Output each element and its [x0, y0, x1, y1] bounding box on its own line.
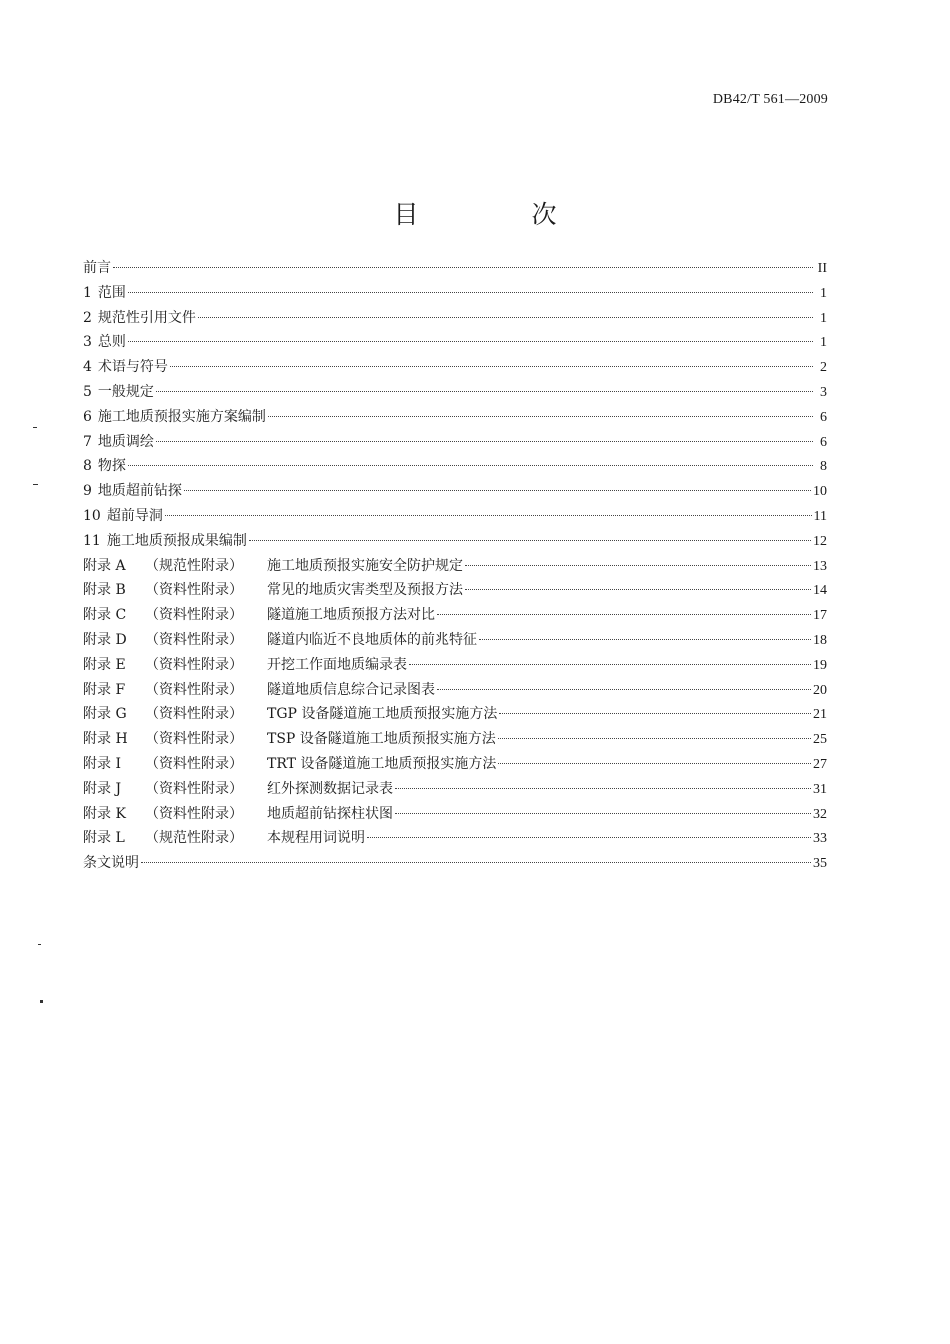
toc-entry-title: 施工地质预报实施方案编制: [97, 408, 266, 425]
toc-entry-number: 11: [83, 532, 101, 549]
toc-entry[interactable]: [83, 454, 827, 479]
appendix-kind: （资料性附录）: [145, 706, 243, 723]
toc-appendix-entry[interactable]: [83, 702, 827, 727]
appendix-kind: （资料性附录）: [145, 780, 243, 797]
dot-leader: [437, 614, 811, 615]
toc-entry-number: 4: [83, 359, 92, 376]
scan-speck: [38, 944, 41, 945]
toc-entry-page: 3: [820, 384, 827, 400]
scan-speck: [33, 484, 38, 485]
appendix-kind: （资料性附录）: [145, 582, 243, 599]
appendix-title: TGP 设备隧道施工地质预报实施方法: [267, 706, 498, 723]
dot-leader: [141, 862, 811, 863]
toc-entry-title: 前言: [83, 260, 111, 276]
appendix-kind: （资料性附录）: [145, 805, 243, 822]
appendix-title: 常见的地质灾害类型及预报方法: [267, 582, 463, 599]
appendix-label: 附录 L: [83, 830, 125, 847]
dot-leader: [409, 664, 811, 665]
toc-entry[interactable]: [83, 479, 827, 504]
appendix-kind: （资料性附录）: [145, 681, 243, 698]
dot-leader: [165, 515, 812, 516]
dot-leader: [198, 317, 813, 318]
dot-leader: [498, 738, 811, 739]
toc-entry[interactable]: [83, 355, 827, 380]
toc-entry-number: 8: [83, 458, 92, 475]
dot-leader: [367, 837, 811, 838]
toc-appendix-entry[interactable]: [83, 752, 827, 777]
scan-speck: [40, 1000, 43, 1003]
appendix-label: 附录 B: [83, 582, 126, 599]
appendix-title: 本规程用词说明: [267, 830, 365, 847]
appendix-page: 14: [813, 583, 827, 599]
appendix-title: 开挖工作面地质编录表: [267, 656, 407, 673]
toc-entry-number: 2: [83, 309, 92, 326]
appendix-label: 附录 C: [83, 607, 127, 624]
appendix-title: TRT 设备隧道施工地质预报实施方法: [267, 755, 497, 772]
toc-appendix-entry[interactable]: [83, 826, 827, 851]
appendix-page: 17: [813, 608, 827, 624]
appendix-label: 附录 J: [83, 780, 122, 797]
dot-leader: [128, 292, 813, 293]
document-code: DB42/T 561—2009: [712, 92, 828, 107]
dot-leader: [465, 589, 811, 590]
dot-leader: [128, 465, 813, 466]
toc-entry[interactable]: [83, 330, 827, 355]
toc-entry[interactable]: [83, 529, 827, 554]
toc-appendix-entry[interactable]: [83, 653, 827, 678]
toc-entry[interactable]: [83, 851, 827, 876]
dot-leader: [499, 713, 811, 714]
toc-entry-number: 3: [83, 334, 92, 351]
toc-appendix-entry[interactable]: [83, 727, 827, 752]
toc-entry-page: 1: [820, 335, 827, 351]
dot-leader: [156, 391, 813, 392]
dot-leader: [395, 813, 811, 814]
appendix-title: TSP 设备隧道施工地质预报实施方法: [267, 731, 496, 748]
toc-entry[interactable]: [83, 306, 827, 331]
toc-entry-number: 1: [83, 284, 92, 301]
appendix-page: 25: [813, 732, 827, 748]
dot-leader: [268, 416, 813, 417]
toc-entry-title: 规范性引用文件: [97, 309, 196, 326]
toc-entry-page: II: [817, 261, 827, 276]
appendix-label: 附录 K: [83, 805, 126, 822]
scan-speck: [33, 427, 37, 428]
appendix-kind: （资料性附录）: [145, 731, 243, 748]
toc-entry-title: 超前导洞: [106, 507, 163, 524]
toc-entry-title: 术语与符号: [97, 359, 168, 376]
appendix-page: 31: [813, 781, 827, 797]
appendix-page: 13: [813, 558, 827, 574]
toc-entry-page: 6: [820, 409, 827, 425]
appendix-title: 地质超前钻探柱状图: [267, 805, 393, 822]
appendix-title: 红外探测数据记录表: [267, 780, 393, 797]
toc-entry-number: 5: [83, 383, 92, 400]
toc-entry-number: 6: [83, 408, 92, 425]
toc-entry-number: 9: [83, 483, 92, 500]
toc-entry[interactable]: [83, 405, 827, 430]
dot-leader: [113, 267, 813, 268]
toc-entry-title: 一般规定: [97, 383, 154, 400]
dot-leader: [184, 490, 811, 491]
appendix-page: 19: [813, 657, 827, 673]
appendix-page: 32: [813, 806, 827, 822]
appendix-title: 隧道内临近不良地质体的前兆特征: [267, 631, 477, 648]
toc-entry[interactable]: [83, 281, 827, 306]
dot-leader: [437, 689, 811, 690]
toc-entry-title: 总则: [97, 334, 126, 351]
toc-entry[interactable]: [83, 256, 827, 281]
appendix-label: 附录 E: [83, 656, 126, 673]
appendix-kind: （资料性附录）: [145, 607, 243, 624]
toc-entry-page: 10: [813, 484, 827, 500]
appendix-page: 33: [813, 831, 827, 847]
toc-entry-title: 范围: [97, 284, 126, 301]
page-title: 目 次: [393, 199, 601, 229]
toc-entry-page: 8: [820, 459, 827, 475]
toc-entry[interactable]: [83, 430, 827, 455]
appendix-kind: （资料性附录）: [145, 656, 243, 673]
dot-leader: [156, 441, 813, 442]
toc-entry-title: 施工地质预报成果编制: [106, 532, 247, 549]
dot-leader: [128, 341, 813, 342]
toc-entry-page: 1: [820, 310, 827, 326]
toc-appendix-entry[interactable]: [83, 578, 827, 603]
table-of-contents: [83, 256, 827, 876]
toc-appendix-entry[interactable]: [83, 554, 827, 579]
dot-leader: [465, 565, 811, 566]
appendix-title: 隧道地质信息综合记录图表: [267, 681, 435, 698]
toc-entry-title: 条文说明: [83, 855, 139, 872]
appendix-page: 18: [813, 632, 827, 648]
toc-entry-page: 11: [813, 508, 827, 524]
toc-entry[interactable]: [83, 380, 827, 405]
toc-entry-title: 地质调绘: [97, 433, 154, 450]
toc-entry-number: 10: [83, 507, 101, 524]
appendix-title: 隧道施工地质预报方法对比: [267, 607, 435, 624]
toc-entry-title: 地质超前钻探: [97, 483, 182, 500]
appendix-label: 附录 A: [83, 557, 126, 574]
appendix-page: 20: [813, 682, 827, 698]
dot-leader: [498, 763, 811, 764]
appendix-page: 21: [813, 707, 827, 723]
toc-appendix-entry[interactable]: [83, 628, 827, 653]
appendix-kind: （规范性附录）: [145, 557, 243, 574]
toc-entry-page: 1: [820, 285, 827, 301]
toc-entry-title: 物探: [97, 458, 126, 475]
appendix-kind: （规范性附录）: [145, 830, 243, 847]
appendix-label: 附录 I: [83, 755, 121, 772]
dot-leader: [395, 788, 811, 789]
toc-entry-page: 35: [813, 856, 827, 872]
dot-leader: [249, 540, 811, 541]
appendix-title: 施工地质预报实施安全防护规定: [267, 557, 463, 574]
toc-entry-number: 7: [83, 433, 92, 450]
appendix-label: 附录 F: [83, 681, 126, 698]
dot-leader: [479, 639, 811, 640]
appendix-label: 附录 H: [83, 731, 128, 748]
toc-entry-page: 6: [820, 434, 827, 450]
toc-entry-page: 12: [813, 533, 827, 549]
dot-leader: [170, 366, 813, 367]
toc-entry-page: 2: [820, 360, 827, 376]
appendix-kind: （资料性附录）: [145, 631, 243, 648]
appendix-label: 附录 G: [83, 706, 127, 723]
appendix-kind: （资料性附录）: [145, 755, 243, 772]
toc-appendix-entry[interactable]: [83, 603, 827, 628]
toc-appendix-entry[interactable]: [83, 777, 827, 802]
toc-entry[interactable]: [83, 504, 827, 529]
appendix-label: 附录 D: [83, 631, 127, 648]
appendix-page: 27: [813, 756, 827, 772]
toc-appendix-entry[interactable]: [83, 802, 827, 827]
toc-appendix-entry[interactable]: [83, 678, 827, 703]
